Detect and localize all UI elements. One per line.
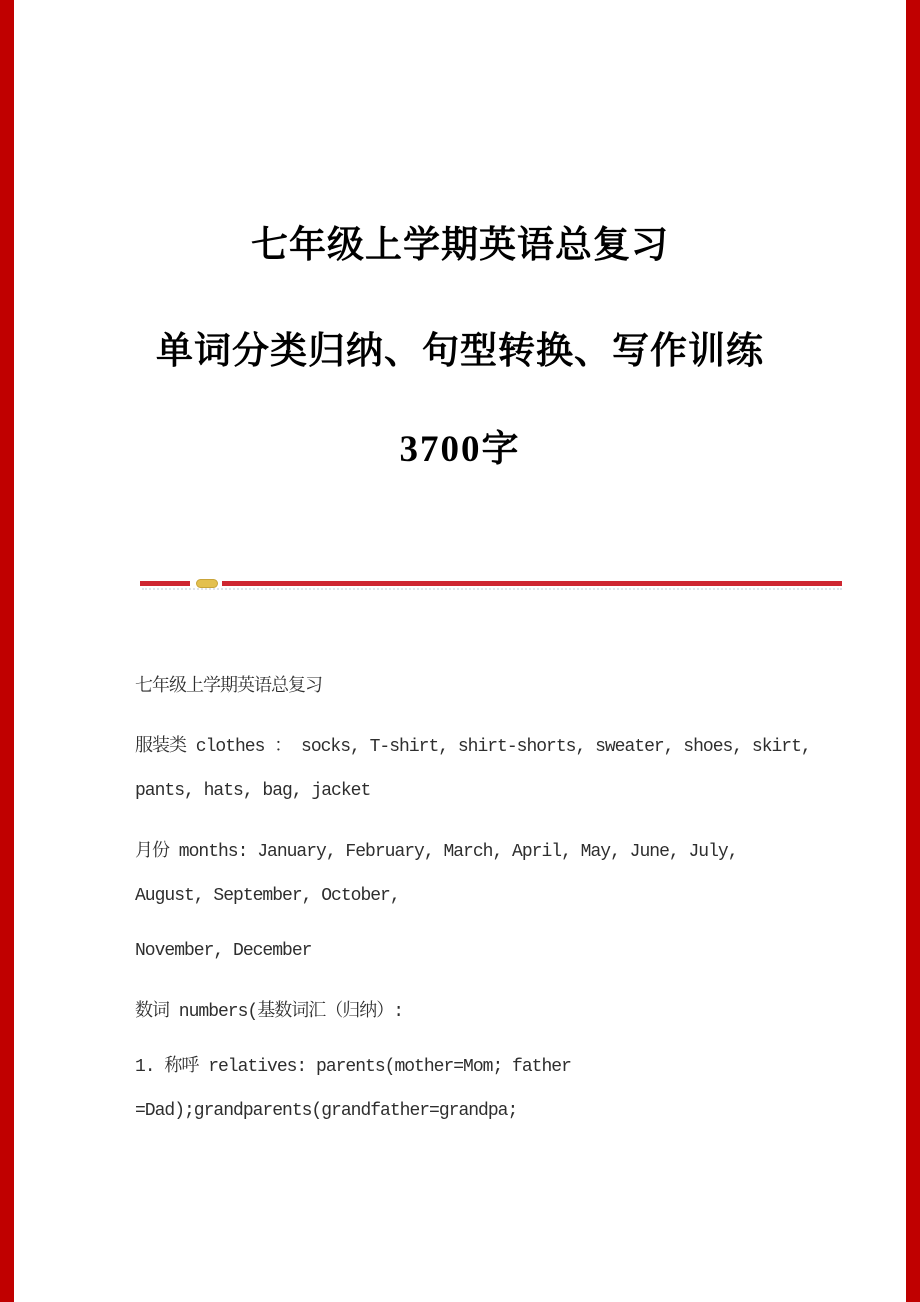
body-line-months: 月份 months: January, February, March, April, May, June, July,: [135, 842, 738, 862]
body-line-numbers: 数词 numbers(基数词汇（归纳）:: [135, 1002, 404, 1022]
body-line-clothes-wrap: pants, hats, bag, jacket: [135, 781, 371, 801]
divider-gold-capsule-ornament: [196, 579, 218, 588]
body-line-clothes: 服装类 clothes ： socks, T-shirt, shirt-shorts, sweater, shoes, skirt,: [135, 737, 811, 757]
word-count-label: 3700字: [399, 429, 521, 470]
body-line-relatives: 1. 称呼 relatives: parents(mother=Mom; father: [135, 1057, 571, 1077]
body-line-months-wrap: August, September, October,: [135, 886, 400, 906]
right-red-border: [906, 0, 920, 1302]
divider-rule: [222, 581, 842, 586]
section-divider: [0, 581, 920, 597]
body-line-heading: 七年级上学期英语总复习: [135, 677, 322, 697]
divider-shadow: [142, 588, 842, 590]
body-line-months-wrap2: November, December: [135, 941, 312, 961]
divider-left-segment: [140, 581, 190, 586]
document-subtitle: 单词分类归纳、句型转换、写作训练: [156, 331, 764, 372]
document-title: 七年级上学期英语总复习: [251, 225, 669, 266]
body-line-relatives-wrap: =Dad);grandparents(grandfather=grandpa;: [135, 1101, 518, 1121]
left-red-border: [0, 0, 14, 1302]
